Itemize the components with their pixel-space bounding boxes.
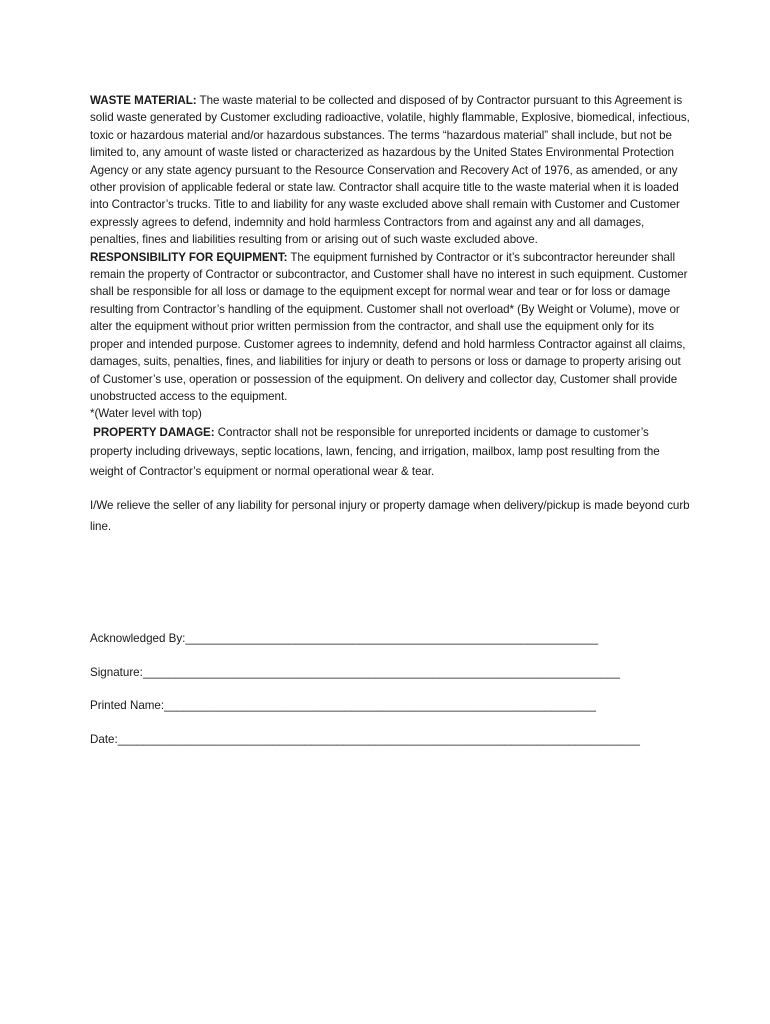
terms-content: [90, 92, 690, 537]
acknowledged-by-field[interactable]: [90, 632, 650, 666]
signature-label: Signature:: [90, 665, 143, 679]
waste-material-section: [90, 92, 690, 249]
signature-field[interactable]: [90, 666, 650, 700]
equipment-text: The equipment furnished by Contractor or it’s subcontractor hereunder shall remain the property of Contractor or subcontractor, and Customer shall have no interest in such equipment. Customer shall be responsible for all loss or damage to the equipment except for normal wear and tear or for loss or damage resulting from Contractor’s handling of the equipment. Customer shall not overload* (By Weight or Volume), move or alter the equipment without prior written permission from the contractor, and shall use the equipment only for its proper and intended purpose. Customer agrees to indemnity, defend and hold harmless Contractor against all claims, damages, suits, penalties, fines, and liabilities for injury or death to persons or loss or damage to property arising out of Customer’s use, operation or possession of the equipment. On delivery and collector day, Customer shall provide unobstructed access to the equipment.: [90, 250, 688, 403]
acknowledgement-block: [90, 632, 650, 766]
acknowledged-by-line[interactable]: ________________________________________________________________: [185, 632, 599, 645]
water-level-note: *(Water level with top): [90, 407, 202, 421]
date-label: Date:: [90, 732, 118, 746]
liability-release-statement: I/We relieve the seller of any liability for personal injury or property damage when delivery/pickup is made beyond curb line.: [90, 499, 690, 534]
acknowledged-by-label: Acknowledged By:: [90, 632, 186, 645]
printed-name-label: Printed Name:: [90, 699, 165, 712]
waste-material-heading: WASTE MATERIAL:: [90, 94, 197, 107]
date-line[interactable]: _________________________________________________________________________________: [117, 732, 640, 746]
property-damage-heading: PROPERTY DAMAGE:: [93, 425, 215, 439]
date-field[interactable]: [90, 733, 650, 767]
printed-name-line[interactable]: ___________________________________________________________________: [164, 699, 597, 712]
printed-name-field[interactable]: [90, 699, 650, 733]
property-damage-section: [90, 423, 690, 482]
signature-line[interactable]: __________________________________________________________________________: [142, 665, 621, 679]
equipment-heading: RESPONSIBILITY FOR EQUIPMENT:: [90, 250, 288, 264]
equipment-section: [90, 249, 690, 406]
waste-material-text: The waste material to be collected and disposed of by Contractor pursuant to this Agreement is solid waste generated by Customer excluding radioactive, volatile, highly flammable, Explosive, biomedical, infectious, toxic or hazardous material and/or hazardous substances. The terms “hazardous material” shall include, but not be limited to, any amount of waste listed or characterized as hazardous by the United States Environmental Protection Agency or any state agency pursuant to the Resource Conservation and Recovery Act of 1976, as amended, or any other provision of applicable federal or state law. Contractor shall acquire title to the waste material when it is loaded into Contractor’s trucks. Title to and liability for any waste excluded above shall remain with Customer and Customer expressly agrees to defend, indemnity and hold harmless Contractors from and against any and all damages, penalties, fines and liabilities resulting from or arising out of such waste excluded above.: [90, 94, 690, 247]
property-damage-text: Contractor shall not be responsible for unreported incidents or damage to customer’s property including driveways, septic locations, lawn, fencing, and irrigation, mailbox, lamp post resulting from the weight of Contractor’s equipment or normal operational wear & tear.: [90, 425, 660, 478]
